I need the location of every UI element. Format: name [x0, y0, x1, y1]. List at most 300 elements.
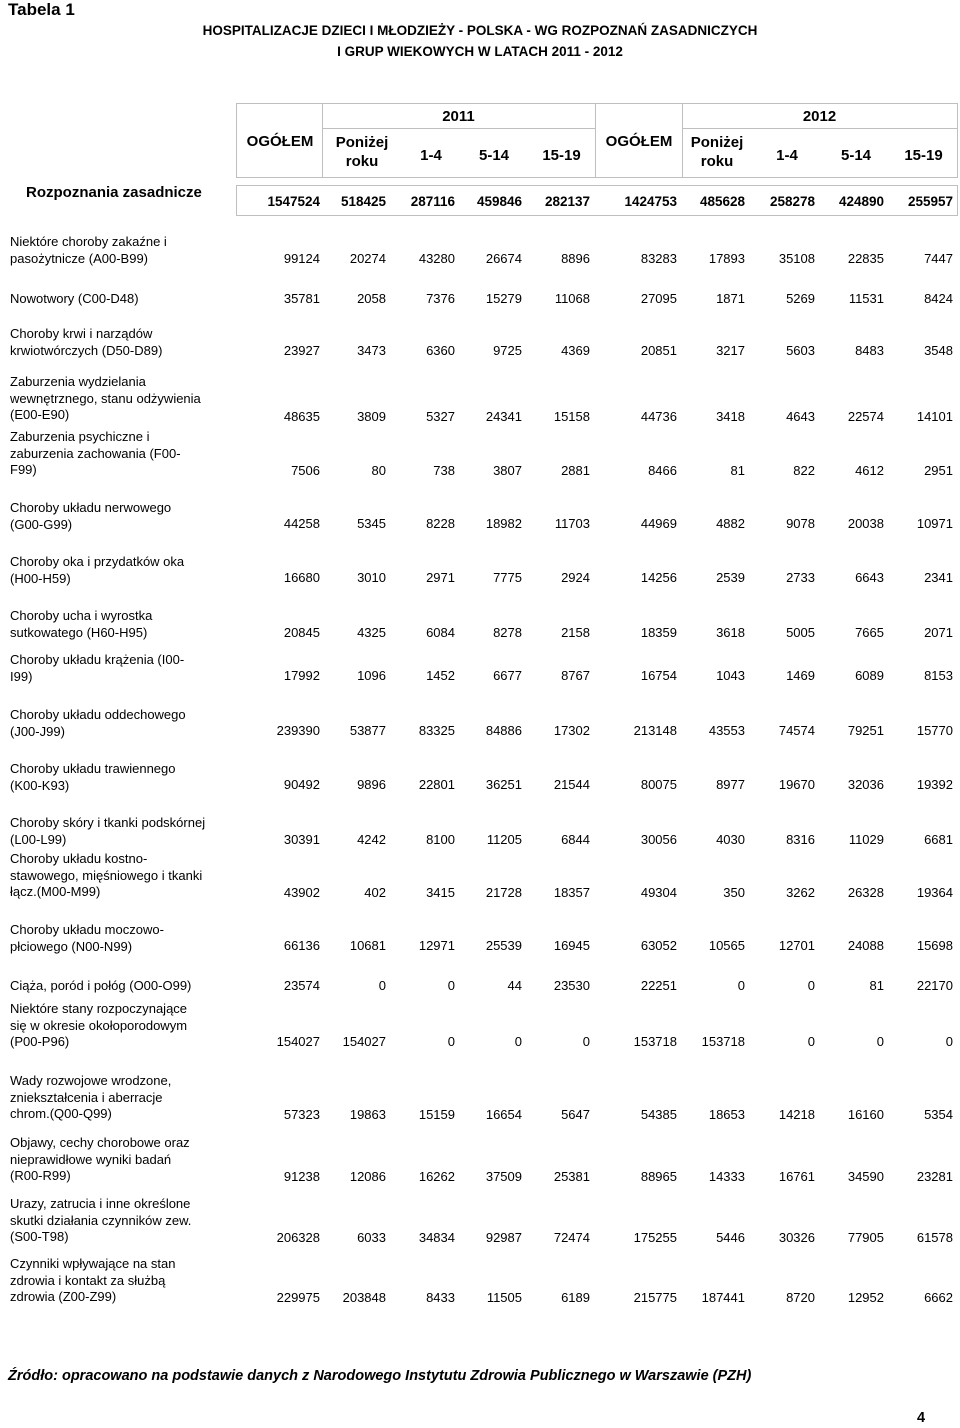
row-label [10, 851, 240, 901]
row-label [10, 500, 240, 533]
table-cell: 5269 [786, 291, 815, 306]
header-divider [322, 128, 595, 129]
table-cell: 12086 [349, 1169, 386, 1184]
row-label-line: Niektóre choroby zakaźne i [10, 234, 167, 249]
table-cell: 229975 [276, 1290, 320, 1305]
table-cell: 187441 [701, 1290, 745, 1305]
table-cell: 239390 [276, 723, 320, 738]
table-cell: 1452 [426, 668, 455, 683]
table-cell: 61578 [916, 1230, 953, 1245]
table-cell: 19863 [349, 1107, 386, 1122]
table-cell: 17302 [553, 723, 590, 738]
table-cell: 57323 [283, 1107, 320, 1122]
row-label-line: (H00-H59) [10, 570, 71, 586]
table-cell: 6662 [924, 1290, 953, 1305]
table-cell: 4882 [716, 516, 745, 531]
row-label [10, 326, 240, 359]
under-1-line2: roku [345, 153, 379, 170]
row-label-line: Choroby układu krążenia (I00- [10, 652, 185, 667]
row-label [10, 429, 240, 479]
table-cell: 154027 [342, 1034, 386, 1049]
table-cell: 11205 [486, 832, 522, 847]
table-cell: 8228 [426, 516, 455, 531]
table-cell: 6360 [426, 343, 455, 358]
table-cell: 8977 [716, 777, 745, 792]
row-label-line: chrom.(Q00-Q99) [10, 1106, 112, 1121]
row-label-line: (R00-R99) [10, 1168, 71, 1183]
table-cell: 6084 [426, 625, 455, 640]
row-label-line: (S00-T98) [10, 1229, 69, 1244]
total-cell: 258278 [769, 194, 815, 209]
under-1-line2: roku [700, 153, 734, 170]
table-cell: 23927 [283, 343, 320, 358]
ogolem-2012-header: OGÓŁEM [605, 133, 673, 150]
table-cell: 9725 [493, 343, 522, 358]
table-cell: 84886 [485, 723, 522, 738]
table-cell: 9896 [357, 777, 386, 792]
table-cell: 4242 [357, 832, 386, 847]
under-1-2012-header [682, 133, 752, 171]
table-cell: 15770 [916, 723, 953, 738]
table-cell: 5647 [561, 1107, 590, 1122]
table-cell: 18653 [708, 1107, 745, 1122]
table-cell: 44736 [640, 409, 677, 424]
table-cell: 30391 [283, 832, 320, 847]
year-2012-header: 2012 [802, 108, 837, 125]
total-cell: 424890 [838, 194, 884, 209]
table-cell: 2881 [561, 463, 590, 478]
header-divider [682, 128, 957, 129]
table-cell: 81 [869, 978, 884, 993]
table-cell: 43553 [708, 723, 745, 738]
row-label-line: F99) [10, 462, 37, 477]
table-cell: 203848 [342, 1290, 386, 1305]
total-cell: 282137 [544, 194, 590, 209]
table-cell: 153718 [701, 1034, 745, 1049]
total-cell: 518425 [340, 194, 386, 209]
table-cell: 17992 [283, 668, 320, 683]
table-cell: 2971 [426, 570, 455, 585]
table-cell: 1043 [716, 668, 745, 683]
row-label [10, 652, 240, 685]
table-cell: 0 [378, 978, 386, 993]
table-cell: 8278 [493, 625, 522, 640]
row-label [10, 978, 240, 995]
row-label [10, 374, 240, 424]
table-cell: 30056 [640, 832, 677, 847]
table-cell: 153718 [633, 1034, 677, 1049]
row-label-line: Nowotwory (C00-D48) [10, 291, 139, 306]
row-label-line: Choroby krwi i narządów [10, 326, 153, 341]
table-cell: 43902 [283, 885, 320, 900]
table-cell: 402 [364, 885, 386, 900]
table-cell: 24088 [847, 938, 884, 953]
table-cell: 80075 [640, 777, 677, 792]
row-label-line: (L00-L99) [10, 831, 67, 847]
table-cell: 2071 [924, 625, 953, 640]
row-label-line: Wady rozwojowe wrodzone, [10, 1073, 172, 1088]
under-1-line1: Poniżej [335, 134, 389, 151]
table-cell: 49304 [640, 885, 677, 900]
table-cell: 0 [807, 978, 815, 993]
table-cell: 10971 [916, 516, 953, 531]
header-border-bottom [236, 177, 958, 178]
table-cell: 11505 [486, 1290, 522, 1305]
table-cell: 350 [723, 885, 745, 900]
header-border-top [236, 103, 958, 104]
total-cell: 485628 [699, 194, 745, 209]
table-cell: 14256 [640, 570, 677, 585]
table-cell: 22574 [847, 409, 884, 424]
total-cell: 255957 [907, 194, 953, 209]
table-cell: 5603 [786, 343, 815, 358]
row-label [10, 291, 240, 308]
table-cell: 2951 [924, 463, 953, 478]
table-cell: 5327 [426, 409, 455, 424]
table-cell: 16945 [553, 938, 590, 953]
table-cell: 11029 [848, 832, 884, 847]
table-cell: 215775 [633, 1290, 677, 1305]
table-cell: 22801 [418, 777, 455, 792]
row-label-line: (G00-G99) [10, 516, 73, 532]
table-cell: 3548 [924, 343, 953, 358]
table-cell: 3809 [357, 409, 386, 424]
table-cell: 213148 [633, 723, 677, 738]
row-label-line: zniekształcenia i aberracje [10, 1089, 163, 1105]
table-cell: 19670 [778, 777, 815, 792]
table-cell: 15698 [916, 938, 953, 953]
age-1-4-2012-header: 1-4 [776, 147, 798, 164]
table-cell: 15159 [418, 1107, 455, 1122]
total-cell: 287116 [410, 194, 455, 209]
table-cell: 3618 [716, 625, 745, 640]
row-label-line: łącz.(M00-M99) [10, 884, 101, 899]
row-label [10, 608, 240, 641]
row-label [10, 554, 240, 587]
table-cell: 5446 [716, 1230, 745, 1245]
table-cell: 14101 [916, 409, 953, 424]
table-cell: 8720 [786, 1290, 815, 1305]
row-label-line: wewnętrznego, stanu odżywienia [10, 390, 201, 406]
table-cell: 23530 [553, 978, 590, 993]
table-cell: 66136 [283, 938, 320, 953]
row-label-line: Choroby układu trawiennego [10, 761, 176, 776]
table-cell: 3010 [357, 570, 386, 585]
row-label-line: (P00-P96) [10, 1034, 70, 1049]
row-label-line: zdrowia (Z00-Z99) [10, 1289, 117, 1304]
table-cell: 83283 [640, 251, 677, 266]
table-cell: 154027 [276, 1034, 320, 1049]
table-cell: 7447 [924, 251, 953, 266]
table-cell: 22835 [847, 251, 884, 266]
table-cell: 3807 [493, 463, 522, 478]
table-cell: 80 [371, 463, 386, 478]
table-cell: 0 [582, 1034, 590, 1049]
table-cell: 77905 [847, 1230, 884, 1245]
age-15-19-2011-header: 15-19 [542, 147, 581, 164]
table-cell: 18982 [485, 516, 522, 531]
total-cell: 459846 [476, 194, 522, 209]
row-label [10, 234, 240, 267]
header-border-right [957, 103, 958, 177]
table-cell: 0 [737, 978, 745, 993]
table-cell: 8153 [924, 668, 953, 683]
table-cell: 79251 [847, 723, 884, 738]
table-cell: 11068 [554, 291, 590, 306]
table-cell: 92987 [485, 1230, 522, 1245]
table-cell: 44 [507, 978, 522, 993]
table-cell: 43280 [418, 251, 455, 266]
row-label-line: nieprawidłowe wyniki badań [10, 1151, 172, 1167]
table-cell: 6681 [924, 832, 953, 847]
age-1-4-2011-header: 1-4 [420, 147, 442, 164]
table-cell: 23281 [916, 1169, 953, 1184]
table-cell: 14218 [778, 1107, 815, 1122]
table-cell: 4612 [855, 463, 884, 478]
row-label-line: Choroby układu oddechowego [10, 707, 186, 722]
table-cell: 3415 [426, 885, 455, 900]
table-cell: 74574 [778, 723, 815, 738]
table-cell: 4643 [786, 409, 815, 424]
table-cell: 16761 [778, 1169, 815, 1184]
table-cell: 11703 [554, 516, 590, 531]
total-cell: 1424753 [624, 194, 677, 209]
row-label-line: Czynniki wpływające na stan [10, 1256, 176, 1271]
row-label-line: I99) [10, 668, 33, 684]
table-cell: 91238 [283, 1169, 320, 1184]
table-cell: 25381 [553, 1169, 590, 1184]
table-cell: 7376 [426, 291, 455, 306]
row-label [10, 815, 240, 848]
table-cell: 10565 [708, 938, 745, 953]
table-cell: 22170 [916, 978, 953, 993]
table-cell: 5005 [786, 625, 815, 640]
table-cell: 2341 [924, 570, 953, 585]
year-2011-header: 2011 [442, 108, 475, 125]
table-cell: 35108 [778, 251, 815, 266]
row-label [10, 761, 240, 794]
row-label-line: zdrowia i kontakt za służbą [10, 1272, 166, 1288]
table-cell: 12971 [418, 938, 455, 953]
row-label-line: krwiotwórczych (D50-D89) [10, 342, 163, 358]
row-label-line: płciowego (N00-N99) [10, 938, 133, 954]
table-cell: 8316 [786, 832, 815, 847]
row-label [10, 707, 240, 740]
age-5-14-2012-header: 5-14 [840, 147, 872, 164]
table-cell: 7665 [855, 625, 884, 640]
table-cell: 27095 [640, 291, 677, 306]
table-cell: 35781 [283, 291, 320, 306]
table-cell: 20038 [847, 516, 884, 531]
table-cell: 8433 [426, 1290, 455, 1305]
row-label-line: Objawy, cechy chorobowe oraz [10, 1135, 190, 1150]
table-cell: 83325 [418, 723, 455, 738]
table-cell: 23574 [283, 978, 320, 993]
table-cell: 88965 [640, 1169, 677, 1184]
table-cell: 20274 [349, 251, 386, 266]
diagnoses-header: Rozpoznania zasadnicze [26, 184, 202, 201]
table-cell: 8100 [426, 832, 455, 847]
table-cell: 34590 [847, 1169, 884, 1184]
table-cell: 30326 [778, 1230, 815, 1245]
page-number: 4 [917, 1410, 926, 1426]
row-label-line: Choroby układu moczowo- [10, 922, 164, 937]
table-cell: 12952 [847, 1290, 884, 1305]
table-cell: 8466 [648, 463, 677, 478]
table-cell: 8767 [561, 668, 590, 683]
table-cell: 0 [945, 1034, 953, 1049]
table-cell: 63052 [640, 938, 677, 953]
table-cell: 53877 [349, 723, 386, 738]
table-cell: 72474 [553, 1230, 590, 1245]
table-cell: 16754 [640, 668, 677, 683]
table-cell: 4030 [716, 832, 745, 847]
table-cell: 738 [433, 463, 455, 478]
table-cell: 17893 [708, 251, 745, 266]
table-cell: 6033 [357, 1230, 386, 1245]
table-cell: 1871 [716, 291, 745, 306]
row-label [10, 1196, 240, 1246]
table-cell: 2733 [786, 570, 815, 585]
table-cell: 25539 [485, 938, 522, 953]
table-cell: 12701 [778, 938, 815, 953]
table-cell: 1469 [786, 668, 815, 683]
table-cell: 44258 [283, 516, 320, 531]
table-cell: 81 [730, 463, 745, 478]
row-label-line: Choroby ucha i wyrostka [10, 608, 153, 623]
row-label-line: sutkowatego (H60-H95) [10, 624, 148, 640]
header-divider [595, 103, 596, 177]
table-cell: 9078 [786, 516, 815, 531]
table-title-line2: I GRUP WIEKOWYCH W LATACH 2011 - 2012 [337, 44, 623, 59]
table-cell: 3262 [786, 885, 815, 900]
table-cell: 48635 [283, 409, 320, 424]
table-cell: 2539 [716, 570, 745, 585]
table-cell: 6089 [855, 668, 884, 683]
row-label-line: (K00-K93) [10, 777, 70, 793]
row-label [10, 1135, 240, 1185]
table-cell: 2158 [561, 625, 590, 640]
table-cell: 0 [807, 1034, 815, 1049]
table-cell: 3418 [716, 409, 745, 424]
under-1-2011-header [322, 133, 402, 171]
table-cell: 18357 [553, 885, 590, 900]
row-label-line: (J00-J99) [10, 723, 65, 739]
table-cell: 32036 [847, 777, 884, 792]
table-cell: 8896 [561, 251, 590, 266]
table-cell: 10681 [349, 938, 386, 953]
row-label-line: Choroby oka i przydatków oka [10, 554, 185, 569]
header-border-left [236, 103, 237, 177]
table-cell: 16680 [283, 570, 320, 585]
row-label-line: (E00-E90) [10, 407, 70, 422]
table-cell: 5345 [357, 516, 386, 531]
table-cell: 15279 [485, 291, 522, 306]
row-label-line: stawowego, mięśniowego i tkanki [10, 867, 203, 883]
table-cell: 0 [447, 978, 455, 993]
table-cell: 206328 [276, 1230, 320, 1245]
table-cell: 0 [514, 1034, 522, 1049]
table-cell: 1096 [357, 668, 386, 683]
table-cell: 19392 [916, 777, 953, 792]
source-footnote: Źródło: opracowano na podstawie danych z Narodowego Instytutu Zdrowia Publicznego w Warszawie (PZH) [8, 1368, 752, 1384]
table-cell: 2058 [357, 291, 386, 306]
row-label-line: skutki działania czynników zew. [10, 1212, 192, 1228]
table-cell: 20845 [283, 625, 320, 640]
table-cell: 14333 [708, 1169, 745, 1184]
row-label-line: Zaburzenia psychiczne i [10, 429, 150, 444]
table-cell: 34834 [418, 1230, 455, 1245]
table-cell: 6643 [855, 570, 884, 585]
table-cell: 7506 [291, 463, 320, 478]
table-cell: 24341 [485, 409, 522, 424]
table-cell: 16654 [485, 1107, 522, 1122]
row-label-line: pasożytnicze (A00-B99) [10, 250, 149, 266]
table-cell: 6677 [493, 668, 522, 683]
table-cell: 26328 [847, 885, 884, 900]
age-5-14-2011-header: 5-14 [478, 147, 510, 164]
row-label-line: Choroby układu nerwowego [10, 500, 172, 515]
table-title-line1: HOSPITALIZACJE DZIECI I MŁODZIEŻY - POLSKA - WG ROZPOZNAŃ ZASADNICZYCH [202, 23, 758, 38]
table-cell: 99124 [283, 251, 320, 266]
table-cell: 16160 [847, 1107, 884, 1122]
row-label-line: Zaburzenia wydzielania [10, 374, 146, 389]
age-15-19-2012-header: 15-19 [904, 147, 943, 164]
table-cell: 822 [793, 463, 815, 478]
table-cell: 90492 [283, 777, 320, 792]
table-cell: 37509 [485, 1169, 522, 1184]
table-cell: 15158 [553, 409, 590, 424]
row-label-line: Choroby skóry i tkanki podskórnej [10, 815, 206, 830]
table-cell: 6189 [561, 1290, 590, 1305]
table-cell: 44969 [640, 516, 677, 531]
row-label [10, 1001, 240, 1051]
table-cell: 4369 [561, 343, 590, 358]
row-label-line: Choroby układu kostno- [10, 851, 148, 866]
table-cell: 16262 [418, 1169, 455, 1184]
row-label-line: zaburzenia zachowania (F00- [10, 445, 181, 461]
table-cell: 8483 [855, 343, 884, 358]
table-cell: 11531 [848, 291, 884, 306]
row-label-line: Urazy, zatrucia i inne określone [10, 1196, 191, 1211]
row-label-line: Niektóre stany rozpoczynające [10, 1001, 188, 1016]
row-label [10, 1256, 240, 1306]
table-cell: 5354 [924, 1107, 953, 1122]
row-label-line: Ciąża, poród i połóg (O00-O99) [10, 978, 192, 993]
table-cell: 19364 [916, 885, 953, 900]
table-cell: 54385 [640, 1107, 677, 1122]
row-label [10, 922, 240, 955]
table-label: Tabela 1 [8, 0, 75, 19]
table-cell: 0 [876, 1034, 884, 1049]
table-cell: 21728 [485, 885, 522, 900]
row-label [10, 1073, 240, 1123]
ogolem-2011-header: OGÓŁEM [246, 133, 314, 150]
table-cell: 8424 [924, 291, 953, 306]
row-label-line: się w okresie okołoporodowym [10, 1017, 188, 1033]
table-cell: 3217 [716, 343, 745, 358]
table-cell: 22251 [640, 978, 677, 993]
under-1-line1: Poniżej [690, 134, 744, 151]
table-cell: 6844 [561, 832, 590, 847]
table-cell: 2924 [561, 570, 590, 585]
table-cell: 21544 [553, 777, 590, 792]
table-cell: 26674 [485, 251, 522, 266]
table-cell: 3473 [357, 343, 386, 358]
table-cell: 18359 [640, 625, 677, 640]
table-cell: 20851 [640, 343, 677, 358]
total-cell: 1547524 [267, 194, 320, 209]
